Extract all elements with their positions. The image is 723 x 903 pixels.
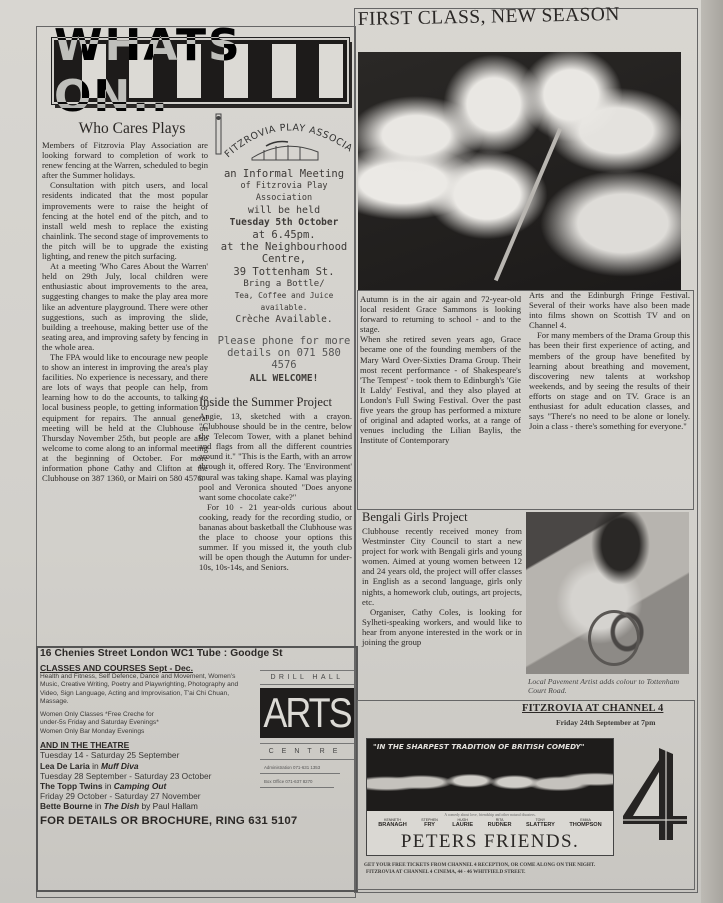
paragraph: For many members of the Drama Group this has been their first experience of acting, and members of the group have benefited by learning about breathing and movement, discovering new talents at workshop weekends, and by seeing the results of their efforts on stage and on TV. Grace is an enthusiast for adult education classes, and says "There's no need to be alone or lonely. Join a class - there's something for everyone." bbox=[529, 330, 690, 432]
cast-last: LAURIE bbox=[452, 822, 474, 828]
cast-last: FRY bbox=[424, 822, 436, 828]
show-in: in bbox=[89, 760, 101, 771]
show-title: The Dish bbox=[103, 801, 140, 812]
pavement-artist-photo bbox=[526, 512, 689, 674]
cast-first: EMMA bbox=[580, 818, 591, 822]
classes-text: Health and Fitness, Self Defence, Dance and Movement, Women's Music, Creative Writing, Poetry and Playwrighting, Photography and Video, Sign Language, Acting and Improvisation, T'ai Chi Chuan, Massage. bbox=[40, 673, 239, 706]
box-office-phone: Box Office 071-637 8270 bbox=[264, 779, 313, 784]
notice-time: at 6.45pm. bbox=[252, 229, 316, 242]
cast-member bbox=[569, 818, 601, 828]
show-in: in bbox=[102, 781, 114, 792]
first-class-headline: FIRST CLASS, NEW SEASON bbox=[357, 3, 620, 31]
notice-line: Crèche Available. bbox=[235, 314, 333, 326]
pavement-caption: Local Pavement Artist adds colour to Tottenham Court Road. bbox=[528, 677, 680, 695]
fpa-logo-text: FITZROVIA PLAY ASSOCIA bbox=[222, 122, 354, 161]
channel4-logo-text: 4 bbox=[656, 802, 657, 803]
paragraph: Clubhouse recently received money from Westminster City Council to start a new project for work with Bengali girls and young women. Aimed at young women between 12 and 24 years old, the project will offer classes in English as a second language, girls only nights, a homework club, outings, art projects, etc. bbox=[362, 526, 522, 607]
classes-heading: CLASSES AND COURSES Sept - Dec. bbox=[40, 663, 193, 673]
brochure-phone: FOR DETAILS OR BROCHURE, RING 631 5107 bbox=[40, 814, 298, 827]
paragraph: Autumn is in the air again and 72-year-old local resident Grace Sammons is looking forward to returning to school - and to the stage. bbox=[360, 294, 521, 335]
paragraph: At a meeting 'Who Cares About the Warren' held on 29th July, local children were enthusiastic about improvements to the area, suggesting changes to make the play area more like an adventure playground. There were other suggestions, such as improving the slide, building a treehouse, making better use of the seating area, and improving safety by fencing in the whole area. bbox=[42, 261, 208, 352]
fpa-meeting-notice bbox=[214, 112, 354, 385]
summer-project-article bbox=[199, 395, 352, 573]
channel-4-icon bbox=[617, 742, 695, 846]
paragraph: Organiser, Cathy Coles, is looking for Sylheti-speaking workers, and would like to hear from anyone interested in the work or in joining the group bbox=[362, 606, 522, 648]
women-line: Women Only Bar Monday Evenings bbox=[40, 727, 145, 735]
cast-first: KENNETH bbox=[384, 818, 401, 822]
channel4-date: Friday 24th September at 7pm bbox=[556, 718, 656, 727]
who-cares-article bbox=[42, 120, 208, 483]
drill-hall-logo bbox=[260, 670, 354, 788]
first-class-headline-box bbox=[357, 3, 696, 31]
paragraph: Consultation with pitch users, and local residents indicated that the most popular improvements were to raise the height of fencing at the hotel end of the pitch, and to install weld mesh to replace the existing chainlink. The second stage of improvements to the pitch will be to upgrade the existing lighting, and renew the pitch surfacing. bbox=[42, 180, 208, 262]
admin-phone: Administration 071-631 1353 bbox=[264, 765, 321, 770]
women-line: under-5s Friday and Saturday Evenings* bbox=[40, 719, 159, 727]
paragraph: Angie, 13, sketched with a crayon. "Clubhouse should be in the centre, below the Telecom Tower, with a planet behind and flags from all the different countries around it." "This is the Earth, with an arrow through it, offered Rory. The 'Environment' mural was taking shape. Kamal was playing pool and Veronica shouted "Does anyone want some chocolate cake?" bbox=[199, 411, 352, 502]
whats-on-title: WHATS ON.. bbox=[54, 20, 242, 122]
cast-member bbox=[378, 818, 407, 828]
svg-text:FITZROVIA PLAY ASSOCIATION bbox=[214, 112, 354, 160]
page-edge-shadow bbox=[701, 0, 723, 903]
notice-line: an Informal Meeting bbox=[223, 168, 345, 180]
notice-address: 39 Tottenham St. bbox=[233, 265, 335, 278]
women-line: Women Only Classes *Free Creche for bbox=[40, 710, 154, 718]
first-class-text-border bbox=[357, 290, 694, 510]
show-title: Camping Out bbox=[113, 781, 167, 792]
tickets-line-2: FITZROVIA AT CHANNEL 4 CINEMA, 44 - 46 WHITFIELD STREET. bbox=[366, 869, 526, 875]
performer: The Topp Twins bbox=[40, 781, 103, 792]
drama-group-photo bbox=[358, 52, 681, 290]
cast-last: THOMPSON bbox=[569, 822, 602, 828]
logo-drill-hall: DRILL HALL bbox=[270, 674, 344, 681]
tickets-line-1: GET YOUR FREE TICKETS FROM CHANNEL 4 RECEPTION, OR COME ALONG ON THE NIGHT. bbox=[364, 862, 596, 868]
show-extra: by Paul Hallam bbox=[139, 801, 198, 812]
show-title: Muff Diva bbox=[101, 760, 139, 771]
paragraph: The FPA would like to encourage new people to show an interest in improving the area's play facilities. No experience is necessary, and there are lots of ways that people can help, from learning how to do the accounts, to talking to local business people, to getting information or equipment for repairs. The annual general meeting will be held at the Clubhouse on Thursday November 25th, but people are also welcome to come along to an informal meeting at the beginning of October. For more information phone Cathy and Clifton at the Clubhouse on 387 1360, or Mairi on 580 4576. bbox=[42, 351, 208, 484]
cast-member bbox=[488, 818, 512, 828]
poster-cast bbox=[371, 818, 609, 828]
notice-line: will be held bbox=[247, 204, 321, 216]
channel4-heading: FITZROVIA AT CHANNEL 4 bbox=[522, 703, 664, 714]
notice-date: Tuesday 5th October bbox=[229, 216, 339, 228]
theatre-heading: AND IN THE THEATRE bbox=[40, 740, 130, 751]
bengali-article bbox=[362, 510, 522, 647]
show-dates: Tuesday 14 - Saturday 25 September bbox=[40, 750, 180, 761]
fpa-logo bbox=[214, 112, 354, 168]
cast-member bbox=[452, 818, 473, 828]
notice-line: Tea, Coffee and Juice available. bbox=[234, 291, 334, 313]
paragraph: For 10 - 21 year-olds curious about cooking, ready for the recording studio, or bananas about basketball the Clubhouse was the place to choose your options this summer. If you missed it, the youth club will be open though the Autumn for under-10s, 10s-14s, and Seniors. bbox=[199, 501, 352, 573]
channel4-logo bbox=[617, 742, 695, 846]
poster-tagline: A comedy about love, friendship and other natural disasters. bbox=[444, 813, 536, 817]
show-item bbox=[40, 801, 352, 811]
paragraph: Arts and the Edinburgh Fringe Festival. Several of their works have also been made into films shown on Scottish TV and on Channel 4. bbox=[529, 290, 690, 331]
drill-hall-address: 16 Chenies Street London WC1 Tube : Goodge St bbox=[40, 648, 283, 659]
cast-first: TONY bbox=[535, 818, 546, 822]
notice-line: at the Neighbourhood bbox=[220, 241, 348, 254]
cast-member bbox=[526, 818, 555, 828]
logo-centre: CENTRE bbox=[268, 748, 346, 755]
cast-last: RUDNER bbox=[487, 822, 512, 828]
summer-project-title: Inside the Summer Project bbox=[199, 395, 332, 409]
notice-line: Bring a Bottle/ bbox=[243, 278, 325, 289]
bengali-body bbox=[362, 526, 522, 647]
cast-member bbox=[421, 818, 438, 828]
performer: Bette Bourne bbox=[40, 801, 93, 812]
performer: Lea De Laria bbox=[40, 760, 90, 771]
who-cares-title: Who Cares Plays bbox=[78, 120, 186, 137]
poster-photo bbox=[367, 739, 613, 811]
peters-friends-poster bbox=[366, 738, 614, 856]
women-only-info bbox=[40, 711, 250, 737]
film-title: PETERS FRIENDS. bbox=[400, 831, 580, 852]
arts-logo-block bbox=[260, 688, 354, 738]
paragraph: When she retired seven years ago, Grace became one of the founding members of the Mary Ward Over-Sixties Drama Group. Their most recent performance - of Shakespeare's 'The Tempest' - took them to Edinburgh's 'Gie It Laldy' Festival, and they also played at London's Full Swing Festival. Over the past five years the group has performed a mixture of original and adapted works, at a range of venues including the Lilian Baylis, the Institute of Contemporary bbox=[360, 334, 521, 446]
chalk-drawing bbox=[588, 610, 640, 666]
whats-on-banner bbox=[52, 20, 349, 122]
poster-quote: "IN THE SHARPEST TRADITION OF BRITISH COMEDY" bbox=[373, 742, 585, 751]
cast-first: RITA bbox=[495, 818, 504, 822]
show-dates: Friday 29 October - Saturday 27 November bbox=[40, 791, 201, 802]
cast-first: STEPHEN bbox=[421, 818, 438, 822]
cast-last: BRANAGH bbox=[378, 822, 407, 828]
cast-last: SLATTERY bbox=[526, 822, 555, 828]
cast-first: HUGH bbox=[457, 818, 468, 822]
summer-project-body bbox=[199, 411, 352, 573]
staff-prop bbox=[494, 128, 562, 281]
notice-phone: details on 071 580 4576 bbox=[227, 346, 341, 372]
notice-line: Centre, bbox=[261, 253, 307, 266]
show-in: in bbox=[92, 801, 104, 812]
bengali-title: Bengali Girls Project bbox=[362, 510, 468, 524]
who-cares-body bbox=[42, 140, 208, 483]
notice-line: of Fitzrovia Play Association bbox=[240, 181, 328, 204]
show-dates: Tuesday 28 September - Saturday 23 October bbox=[40, 770, 212, 781]
logo-arts: ARTS bbox=[263, 688, 351, 736]
clubhouse-icon bbox=[214, 112, 354, 168]
notice-welcome: ALL WELCOME! bbox=[249, 373, 319, 385]
notice-phone: Please phone for more bbox=[217, 334, 351, 347]
paragraph: Members of Fitzrovia Play Association are looking forward to completion of work to renew fencing at the Warren, scheduled to begin after the Summer holidays. bbox=[42, 140, 208, 181]
